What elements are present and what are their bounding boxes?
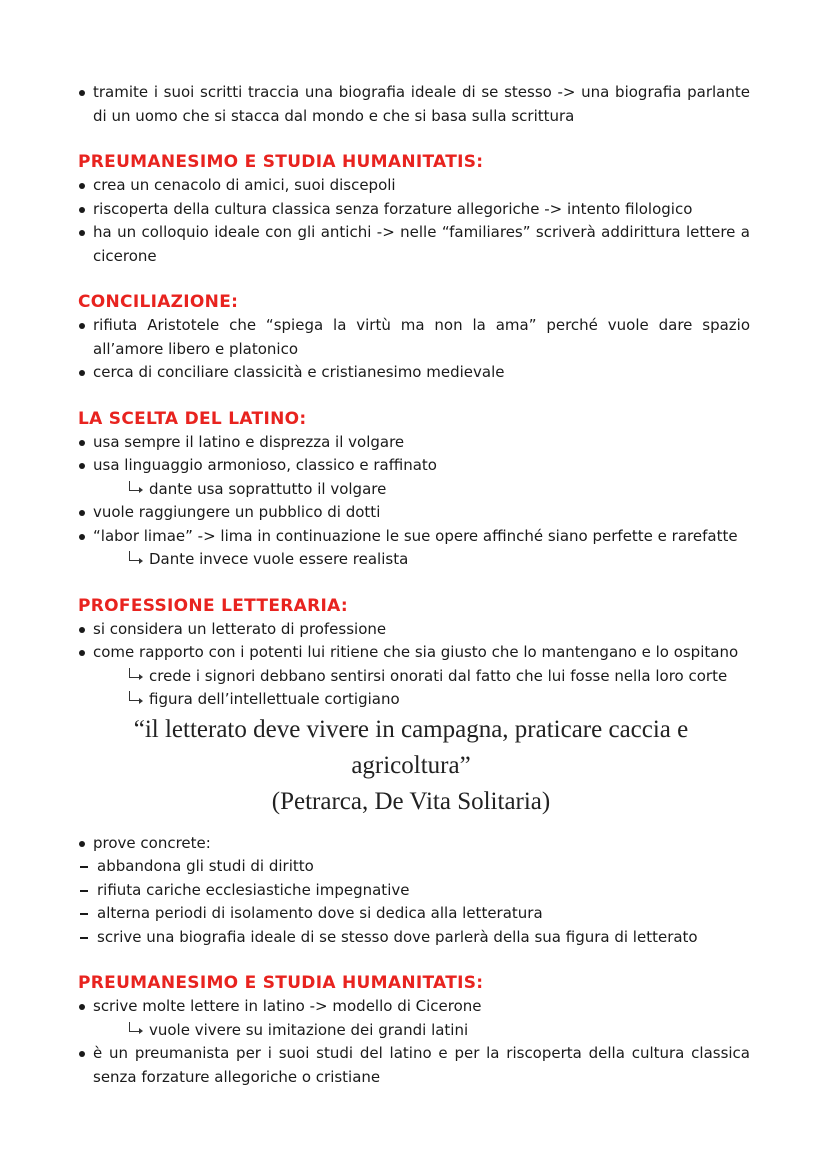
corner-arrow-icon	[129, 481, 139, 491]
sub-item-text: dante usa soprattutto il volgare	[149, 479, 387, 498]
sub-item	[78, 548, 750, 572]
sub-item-text: figura dell’intellettuale cortigiano	[149, 690, 400, 708]
dash-item: scrive una biografia ideale di se stesso dove parlerà della sua figura di letterato	[78, 926, 750, 950]
sub-item-text: crede i signori debbano sentirsi onorati dal fatto che lui fosse nella loro corte	[149, 666, 728, 685]
dash-item: rifiuta cariche ecclesiastiche impegnative	[78, 879, 750, 903]
bullet-item: cerca di conciliare classicità e cristianesimo medievale	[78, 361, 750, 385]
bullet-item: usa linguaggio armonioso, classico e raffinato	[78, 454, 750, 478]
corner-arrow-icon	[129, 691, 139, 701]
quote-source: (Petrarca, De Vita Solitaria)	[271, 787, 551, 815]
bullet-item: tramite i suoi scritti traccia una biografia ideale di se stesso -> una biografia parlante di un uomo che si stacca dal mondo e che si basa sulla scrittura	[78, 81, 750, 128]
section-heading-conciliazione: CONCILIAZIONE:	[78, 292, 239, 312]
corner-arrow-icon	[129, 668, 139, 678]
sub-item	[78, 688, 750, 712]
section-heading-preumanesimo: PREUMANESIMO E STUDIA HUMANITATIS:	[78, 152, 484, 172]
section-heading-preumanesimo-2: PREUMANESIMO E STUDIA HUMANITATIS:	[78, 973, 484, 993]
corner-arrow-icon	[129, 1022, 139, 1032]
bullet-item: vuole raggiungere un pubblico di dotti	[78, 501, 750, 525]
bullet-item: ha un colloquio ideale con gli antichi -> nelle “familiares” scriverà addirittura lettere a cicerone	[78, 221, 750, 268]
dash-item: alterna periodi di isolamento dove si dedica alla letteratura	[78, 902, 750, 926]
sub-item-text: Dante invece vuole essere realista	[149, 550, 409, 568]
dash-item: abbandona gli studi di diritto	[78, 855, 750, 879]
corner-arrow-icon	[129, 551, 139, 561]
sub-item	[78, 478, 750, 502]
bullet-item: “labor limae” -> lima in continuazione le sue opere affinché siano perfette e rarefatte	[78, 525, 750, 549]
bullet-item: scrive molte lettere in latino -> modello di Cicerone	[78, 995, 750, 1019]
bullet-item: si considera un letterato di professione	[78, 618, 750, 642]
section-heading-professione: PROFESSIONE LETTERARIA:	[78, 595, 348, 616]
handwritten-quote: “il letterato deve vivere in campagna, praticare caccia e agricoltura”	[133, 715, 689, 779]
bullet-item: rifiuta Aristotele che “spiega la virtù ma non la ama” perché vuole dare spazio all’amore libero e platonico	[78, 314, 750, 361]
bullet-item: come rapporto con i potenti lui ritiene che sia giusto che lo mantengano e lo ospitano	[78, 641, 750, 665]
bullet-item: prove concrete:	[78, 832, 750, 856]
sub-item-text: vuole vivere su imitazione dei grandi latini	[149, 1020, 469, 1039]
sub-item	[78, 665, 750, 689]
notes-page	[78, 81, 750, 1089]
section-heading-latino: LA SCELTA DEL LATINO:	[78, 408, 307, 429]
bullet-item: è un preumanista per i suoi studi del latino e per la riscoperta della cultura classica senza forzature allegoriche o cristiane	[78, 1042, 750, 1089]
bullet-item: riscoperta della cultura classica senza forzature allegoriche -> intento filologico	[78, 198, 750, 222]
bullet-item: usa sempre il latino e disprezza il volgare	[78, 431, 750, 455]
bullet-item: crea un cenacolo di amici, suoi discepoli	[78, 174, 750, 198]
sub-item	[78, 1019, 750, 1043]
